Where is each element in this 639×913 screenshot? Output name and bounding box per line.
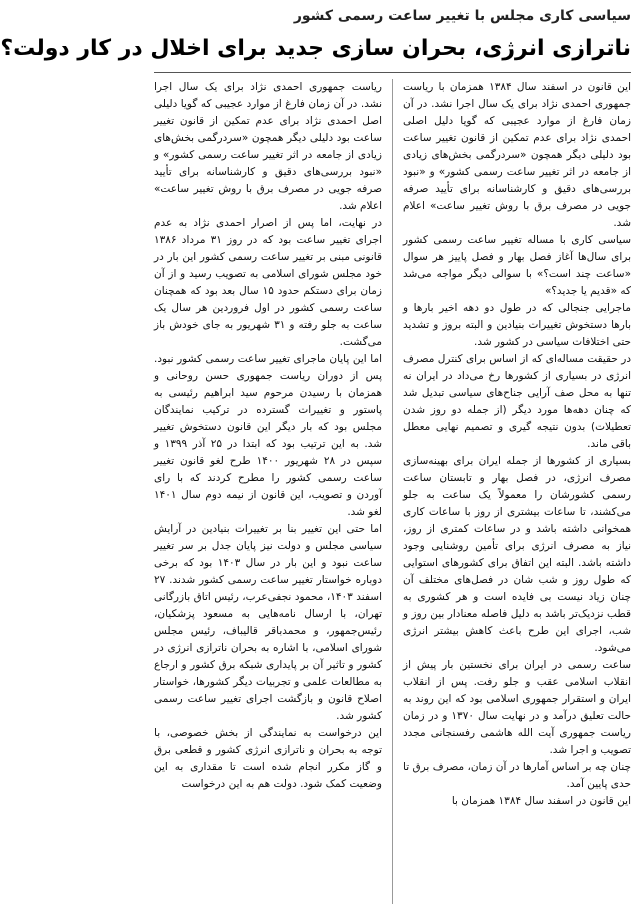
paragraph: بسیاری از کشورها از جمله ایران برای بهینه‌سازی مصرف انرژی، در فصل بهار و تابستان ساعت رسمی کشورشان را معمولاً یک ساعت به جلو می‌کشند، تا ساعات بیشتری از روز با ساعات کاری همخوانی داشته باشد و در ساعات کمتری از روز، نیاز به مصرف انرژی برای تأمین روشنایی وجود داشته باشد. البته این اتفاق برای کشورهای استوایی که طول روز و شب شان در فصل‌های مختلف آن چنان زیاد نیست بی فایده است و هر کشوری به قطب نزدیک‌تر باشد به دلیل فاصله معنادار بین روز و شب، اجرای این طرح باعث کاهش بیشتر انرژی می‌شود. <box>403 455 631 654</box>
column-left <box>154 79 382 904</box>
column-divider <box>392 79 393 904</box>
paragraph: چنان چه بر اساس آمارها در آن زمان، مصرف برق تا حدی پایین آمد. <box>403 761 631 790</box>
column-right <box>403 79 631 904</box>
paragraph: این درخواست به نمایندگی از بخش خصوصی، با توجه به بحران و ناترازی انرژی کشور و قطعی برق و گاز مکرر انجام شده است تا مقداری به این وضعیت کمک شود. دولت هم به این درخواست <box>154 727 382 790</box>
paragraph: این قانون در اسفند سال ۱۳۸۴ همزمان با ریاست جمهوری احمدی نژاد برای یک سال اجرا نشد. در آن زمان فارغ از موارد عجیبی که گویا دلیل اصلی احمدی نژاد برای عدم تمکین از قانون تغییر ساعت بود دلیلی دیگر همچون «سردرگمی بخش‌های زیادی از جامعه در اثر تغییر ساعت رسمی کشور» و «نبود بررسی‌های دقیق و کارشناسانه برای تأیید صرفه جویی در مصرف برق با روش تغییر ساعت» اعلام شد. <box>403 81 631 229</box>
paragraph: این قانون در اسفند سال ۱۳۸۴ همزمان با <box>451 795 631 807</box>
paragraph: ریاست جمهوری احمدی نژاد برای یک سال اجرا نشد. در آن زمان فارغ از موارد عجیبی که گویا دلیلی اصل احمدی نژاد برای عدم تمکین از قانون تغییر ساعت بود دلیلی دیگر همچون «سردرگمی بخش‌های زیادی از جامعه در اثر تغییر ساعت رسمی کشور» و «نبود بررسی‌های دقیق و کارشناسانه برای تأیید صرفه جویی در مصرف برق با روش تغییر ساعت» اعلام شد. <box>154 81 382 212</box>
paragraph: اما حتی این تغییر بنا بر تغییرات بنیادین در آرایش سیاسی مجلس و دولت نیز پایان جدل بر سر تغییر ساعت نبود و این بار در سال ۱۴۰۳ بود که برخی دوباره خواستار تغییر ساعت رسمی کشور شدند. ۲۷ اسفند ۱۴۰۳، محمود نجفی‌عرب، رئیس اتاق بازرگانی تهران، با ارسال نامه‌هایی به مسعود پزشکیان، رئیس‌جمهور، و محمدباقر قالیباف، رئیس مجلس شورای اسلامی، با اشاره به بحران ناترازی انرژی در کشور و تاثیر آن بر پایداری شبکه برق کشور و ارجاع به مطالعات علمی و تجربیات دیگر کشورها، خواستار اصلاح قانون و بازگشت اجرای تغییر ساعت رسمی کشور شد. <box>154 523 382 722</box>
paragraph: در نهایت، اما پس از اصرار احمدی نژاد به عدم اجرای تغییر ساعت بود که در روز ۳۱ مرداد ۱۳۸۶ قانونی مبنی بر تغییر ساعت رسمی کشور این بار در خود مجلس شورای اسلامی به تصویب رسید و از آن زمان برای دستکم حدود ۱۵ سال بعد بود که همچنان ساعت رسمی کشور در اول فروردین هر سال یک ساعت به جلو رفته و ۳۱ شهریور به جای خودش باز می‌گشت. <box>154 217 382 348</box>
article-body <box>154 79 631 904</box>
article-kicker: سیاسی کاری مجلس با تغییر ساعت رسمی کشور <box>293 8 631 24</box>
paragraph: ساعت رسمی در ایران برای نخستین بار پیش از انقلاب اسلامی عقب و جلو رفت. پس از انقلاب ایران و استقرار جمهوری اسلامی بود که این روند به حالت تعلیق درآمد و در نهایت سال ۱۳۷۰ و در زمان ریاست جمهوری آیت الله هاشمی رفسنجانی مجدد تصویب و اجرا شد. <box>403 659 631 756</box>
headline-rule <box>154 72 631 73</box>
paragraph: اما این پایان ماجرای تغییر ساعت رسمی کشور نبود. پس از دوران ریاست جمهوری حسن روحانی و همزمان با رسیدن مرحوم سید ابراهیم رئیسی به پاستور و تغییرات گسترده در ترکیب نمایندگان مجلس بود که بار دیگر این قانون دستخوش تغییر شد. به این ترتیب بود که ابتدا در ۲۵ آذر ۱۳۹۹ و سپس در ۲۸ شهریور ۱۴۰۰ طرح لغو قانون تغییر ساعت رسمی کشور را مطرح کردند که با رای آوردن و تصویب، این قانون از نیمه دوم سال ۱۴۰۱ لغو شد. <box>154 353 383 518</box>
article-headline: ناترازی انرژی، بحران سازی جدید برای اخلال در کار دولت؟ <box>0 36 631 61</box>
paragraph: ماجرایی جنجالی که در طول دو دهه اخیر بارها و بارها دستخوش تغییرات بنیادین و البته بروز و تشدید حتی اختلافات سیاسی در کشور شد. <box>403 302 631 348</box>
paragraph: در حقیقت مساله‌ای که از اساس برای کنترل مصرف انرژی در بسیاری از کشورها رخ می‌داد در ایران نه تنها به محل صف آرایی جناح‌های سیاسی تبدیل شد که چنان دهه‌ها مورد دیگر (از جمله دو روز شدن تعطیلات) بدون نتیجه گیری و تصمیم نهایی معطل باقی ماند. <box>403 353 631 450</box>
paragraph: سیاسی کاری با مساله تغییر ساعت رسمی کشور برای سال‌ها آغاز فصل بهار و فصل پاییز هر سوال «ساعت چند است؟» با سوالی دیگر مواجه می‌شد که «قدیم یا جدید؟» <box>403 234 631 297</box>
